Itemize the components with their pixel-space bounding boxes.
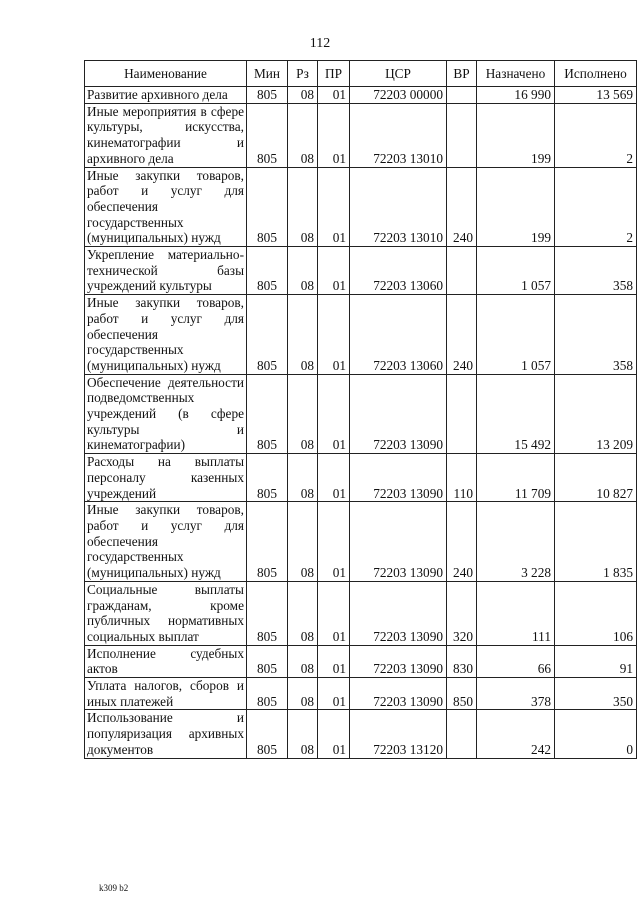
cell-pr: 01 <box>318 581 350 645</box>
cell-pr: 01 <box>318 710 350 758</box>
cell-min: 805 <box>247 454 288 502</box>
cell-min: 805 <box>247 87 288 104</box>
cell-executed: 10 827 <box>555 454 637 502</box>
cell-name: Уплата налогов, сборов и иных платежей <box>85 678 247 710</box>
cell-min: 805 <box>247 581 288 645</box>
cell-vr: 110 <box>447 454 477 502</box>
table-row <box>85 454 637 502</box>
cell-min: 805 <box>247 502 288 582</box>
cell-pr: 01 <box>318 374 350 454</box>
cell-rz: 08 <box>288 710 318 758</box>
col-header-executed: Исполнено <box>555 61 637 87</box>
cell-csr: 72203 00000 <box>350 87 447 104</box>
cell-csr: 72203 13060 <box>350 247 447 295</box>
cell-vr: 830 <box>447 645 477 677</box>
table-row <box>85 247 637 295</box>
cell-executed: 350 <box>555 678 637 710</box>
cell-vr: 850 <box>447 678 477 710</box>
table-row <box>85 645 637 677</box>
cell-csr: 72203 13090 <box>350 581 447 645</box>
cell-assigned: 242 <box>477 710 555 758</box>
cell-vr <box>447 247 477 295</box>
footer-code: k309 b2 <box>99 883 129 893</box>
cell-name: Использование и популяризация архивных документов <box>85 710 247 758</box>
cell-rz: 08 <box>288 581 318 645</box>
cell-pr: 01 <box>318 167 350 247</box>
table-row <box>85 103 637 167</box>
cell-min: 805 <box>247 103 288 167</box>
cell-rz: 08 <box>288 103 318 167</box>
cell-rz: 08 <box>288 295 318 375</box>
cell-assigned: 11 709 <box>477 454 555 502</box>
col-header-assigned: Назначено <box>477 61 555 87</box>
cell-vr <box>447 87 477 104</box>
cell-rz: 08 <box>288 502 318 582</box>
cell-min: 805 <box>247 167 288 247</box>
cell-assigned: 1 057 <box>477 247 555 295</box>
cell-executed: 13 569 <box>555 87 637 104</box>
cell-csr: 72203 13090 <box>350 502 447 582</box>
cell-pr: 01 <box>318 502 350 582</box>
cell-min: 805 <box>247 295 288 375</box>
cell-name: Иные мероприятия в сфере культуры, искусства, кинематографии и архивного дела <box>85 103 247 167</box>
page-number: 112 <box>309 36 331 51</box>
cell-name: Иные закупки товаров, работ и услуг для обеспечения государственных (муниципальных) нужд <box>85 167 247 247</box>
cell-min: 805 <box>247 645 288 677</box>
cell-name: Социальные выплаты гражданам, кроме публичных нормативных социальных выплат <box>85 581 247 645</box>
cell-assigned: 378 <box>477 678 555 710</box>
cell-assigned: 15 492 <box>477 374 555 454</box>
cell-name: Укрепление материально-технической базы учреждений культуры <box>85 247 247 295</box>
cell-min: 805 <box>247 374 288 454</box>
cell-csr: 72203 13010 <box>350 167 447 247</box>
cell-csr: 72203 13090 <box>350 454 447 502</box>
cell-rz: 08 <box>288 87 318 104</box>
cell-executed: 91 <box>555 645 637 677</box>
cell-executed: 2 <box>555 103 637 167</box>
cell-executed: 1 835 <box>555 502 637 582</box>
cell-vr <box>447 374 477 454</box>
cell-pr: 01 <box>318 103 350 167</box>
cell-assigned: 199 <box>477 167 555 247</box>
cell-pr: 01 <box>318 247 350 295</box>
col-header-name: Наименование <box>85 61 247 87</box>
cell-pr: 01 <box>318 87 350 104</box>
col-header-vr: ВР <box>447 61 477 87</box>
cell-name: Исполнение судебных актов <box>85 645 247 677</box>
cell-executed: 2 <box>555 167 637 247</box>
cell-assigned: 3 228 <box>477 502 555 582</box>
cell-name: Расходы на выплаты персоналу казенных учреждений <box>85 454 247 502</box>
cell-vr <box>447 710 477 758</box>
cell-rz: 08 <box>288 167 318 247</box>
cell-executed: 0 <box>555 710 637 758</box>
cell-pr: 01 <box>318 645 350 677</box>
cell-min: 805 <box>247 678 288 710</box>
table-row <box>85 502 637 582</box>
cell-executed: 106 <box>555 581 637 645</box>
cell-pr: 01 <box>318 454 350 502</box>
cell-csr: 72203 13090 <box>350 374 447 454</box>
table-row <box>85 167 637 247</box>
table-row <box>85 710 637 758</box>
budget-table <box>84 60 637 759</box>
cell-assigned: 1 057 <box>477 295 555 375</box>
cell-assigned: 16 990 <box>477 87 555 104</box>
cell-rz: 08 <box>288 247 318 295</box>
cell-csr: 72203 13090 <box>350 645 447 677</box>
cell-executed: 358 <box>555 247 637 295</box>
cell-rz: 08 <box>288 374 318 454</box>
cell-csr: 72203 13010 <box>350 103 447 167</box>
cell-name: Развитие архивного дела <box>85 87 247 104</box>
cell-assigned: 111 <box>477 581 555 645</box>
cell-rz: 08 <box>288 678 318 710</box>
cell-pr: 01 <box>318 295 350 375</box>
cell-executed: 13 209 <box>555 374 637 454</box>
table-header-row <box>85 61 637 87</box>
table-row <box>85 581 637 645</box>
cell-assigned: 199 <box>477 103 555 167</box>
table-row <box>85 87 637 104</box>
cell-pr: 01 <box>318 678 350 710</box>
cell-vr: 240 <box>447 502 477 582</box>
table-row <box>85 678 637 710</box>
cell-vr <box>447 103 477 167</box>
cell-min: 805 <box>247 247 288 295</box>
col-header-rz: Рз <box>288 61 318 87</box>
table-row <box>85 295 637 375</box>
cell-vr: 240 <box>447 167 477 247</box>
col-header-csr: ЦСР <box>350 61 447 87</box>
col-header-min: Мин <box>247 61 288 87</box>
cell-rz: 08 <box>288 454 318 502</box>
cell-csr: 72203 13060 <box>350 295 447 375</box>
cell-name: Обеспечение деятельности подведомственных учреждений (в сфере культуры и кинематографии) <box>85 374 247 454</box>
cell-vr: 320 <box>447 581 477 645</box>
cell-csr: 72203 13120 <box>350 710 447 758</box>
cell-executed: 358 <box>555 295 637 375</box>
cell-csr: 72203 13090 <box>350 678 447 710</box>
col-header-pr: ПР <box>318 61 350 87</box>
cell-name: Иные закупки товаров, работ и услуг для обеспечения государственных (муниципальных) нужд <box>85 295 247 375</box>
cell-assigned: 66 <box>477 645 555 677</box>
cell-vr: 240 <box>447 295 477 375</box>
cell-name: Иные закупки товаров, работ и услуг для обеспечения государственных (муниципальных) нужд <box>85 502 247 582</box>
cell-rz: 08 <box>288 645 318 677</box>
cell-min: 805 <box>247 710 288 758</box>
table-row <box>85 374 637 454</box>
